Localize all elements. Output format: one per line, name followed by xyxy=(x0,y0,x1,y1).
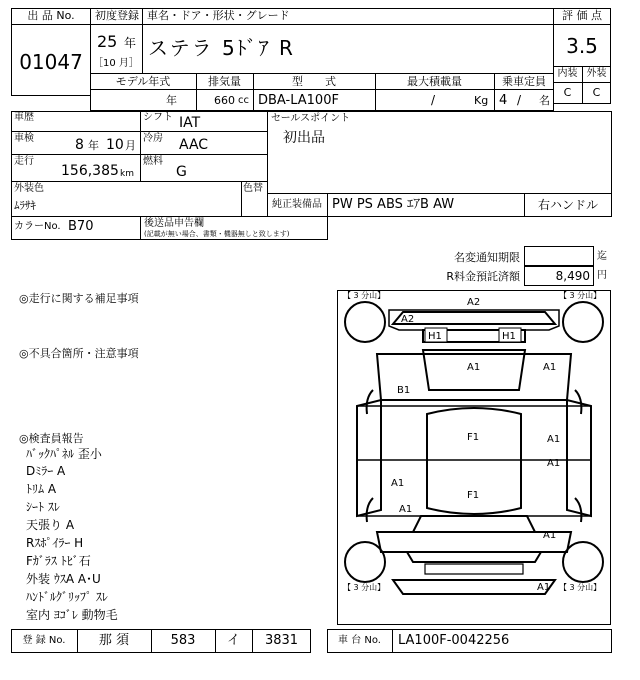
inspector-item: 天張り A xyxy=(26,518,75,532)
reg-class: 583 xyxy=(170,633,196,648)
mark-left-fender: A1 xyxy=(399,504,413,515)
tyre-front-right-text: 【 3 分山】 xyxy=(559,583,602,592)
load-slash: / xyxy=(431,93,436,107)
inspector-item: Fｶﾞﾗｽ ﾄﾋﾞ石 xyxy=(26,554,91,568)
sales-point-label: セールスポイント xyxy=(271,113,351,124)
inspector-label: ◎検査員報告 xyxy=(19,432,84,445)
defects-label: ◎不具合箇所・注意事項 xyxy=(19,347,139,360)
reg-month: ［10 月］ xyxy=(93,58,139,69)
color-no: B70 xyxy=(68,219,94,234)
inspector-item: 室内 ﾖｺﾞﾚ 動物毛 xyxy=(26,608,118,622)
chassis-label: 車 台 No. xyxy=(338,635,381,646)
sales-point: 初出品 xyxy=(283,130,325,146)
post-declaration-note: (記載が無い場合、書類・機器無しと致します) xyxy=(144,230,290,238)
interior-grade: C xyxy=(563,86,572,99)
cc-unit: cc xyxy=(238,95,249,106)
inspector-item: Dﾐﾗｰ A xyxy=(26,464,66,478)
mark-left-front: A1 xyxy=(391,478,405,489)
history-label: 車歴 xyxy=(14,112,34,123)
mileage-value: 156,385 xyxy=(61,163,119,179)
score-label: 評 価 点 xyxy=(562,9,602,22)
reg-kana: イ xyxy=(226,633,240,648)
tyre-rear-right xyxy=(563,302,603,342)
capacity-label: 乗車定員 xyxy=(502,75,546,88)
inspector-item: ﾄﾘﾑ A xyxy=(26,482,57,496)
tyre-front-left-text: 【 3 分山】 xyxy=(343,583,386,592)
max-load-label: 最大積載量 xyxy=(407,75,462,88)
right-side-outline xyxy=(567,400,591,516)
mileage-label: 走行 xyxy=(14,156,34,167)
tyre-front-left xyxy=(345,542,385,582)
kg-unit: Kg xyxy=(474,94,489,107)
car-diagram xyxy=(337,290,611,625)
mark-rear-right: A1 xyxy=(543,362,557,373)
exterior-color: ﾑﾗｻｷ xyxy=(14,199,36,212)
mark-rear-left-door: B1 xyxy=(397,385,411,396)
name-change-label: 名変通知期限 xyxy=(454,251,520,264)
mark-hood-f1: F1 xyxy=(467,432,480,443)
reg-no-label: 登 録 No. xyxy=(22,635,66,646)
reg-number: 3831 xyxy=(264,633,299,648)
shift-value: IAT xyxy=(179,115,201,131)
ac-label: 冷房 xyxy=(143,133,163,144)
capacity-unit: 名 xyxy=(539,94,550,107)
genuine-equipment-label: 純正装備品 xyxy=(272,199,322,210)
reg-year: 25 xyxy=(97,32,118,51)
shift-label: シフト xyxy=(143,112,173,123)
post-declaration-label: 後送品申告欄 xyxy=(144,218,204,229)
mark-h-right: H1 xyxy=(502,331,516,342)
model-year-unit: 年 xyxy=(166,94,177,107)
color-no-label: カラーNo. xyxy=(14,221,61,232)
tyre-rear-left xyxy=(345,302,385,342)
mark-windshield-f1: F1 xyxy=(467,490,480,501)
capacity-value: 4 xyxy=(499,93,508,108)
first-reg-label: 初度登録 xyxy=(95,9,139,22)
recycle-value: 8,490 xyxy=(555,269,590,283)
inspection-label: 車検 xyxy=(14,133,34,144)
inspector-item: Rｽﾎﾟｲﾗｰ H xyxy=(26,536,84,550)
exterior-color-label: 外装色 xyxy=(14,183,44,194)
lot-number: 01047 xyxy=(19,50,83,74)
color-change-label: 色替 xyxy=(243,183,263,194)
model-code: DBA-LA100F xyxy=(258,93,339,108)
recycle-label: R料金預託済額 xyxy=(446,270,520,283)
ac-value: AAC xyxy=(179,137,209,153)
car-name: ステラ 5ﾄﾞｱ R xyxy=(148,36,295,60)
displacement-label: 排気量 xyxy=(208,75,241,88)
model-year-label: モデル年式 xyxy=(115,75,171,88)
reg-region: 那 須 xyxy=(98,633,130,648)
fuel-label: 燃料 xyxy=(143,156,163,167)
model-label: 型 式 xyxy=(292,75,336,88)
mark-right-rear-door: A1 xyxy=(547,434,561,445)
exterior-grade: C xyxy=(592,86,601,99)
inspector-item: ｼｰﾄ ｽﾚ xyxy=(26,500,60,514)
inspection-month: 10 xyxy=(106,137,124,153)
fuel-value: G xyxy=(176,164,187,180)
genuine-equipment: PW PS ABS ｴｱB AW xyxy=(332,197,455,212)
inspection-month-unit: 月 xyxy=(125,139,136,152)
inspector-item: ﾊﾞｯｸﾊﾟﾈﾙ 歪小 xyxy=(26,447,102,461)
name-change-unit: 迄 xyxy=(597,251,607,262)
front-body-outline xyxy=(377,532,571,552)
capacity-slash: / xyxy=(517,93,522,107)
tyre-front-right xyxy=(563,542,603,582)
chassis-no: LA100F-0042256 xyxy=(398,633,510,648)
front-bumper-outline xyxy=(393,580,555,594)
steering: 右ハンドル xyxy=(537,198,598,212)
name-change-value-box xyxy=(524,246,594,266)
inspection-year: 8 xyxy=(75,137,84,153)
displacement: 660 xyxy=(214,94,235,107)
inspection-year-unit: 年 xyxy=(88,139,99,152)
hood-outline xyxy=(413,516,535,532)
mark-roof-rear: A1 xyxy=(467,362,481,373)
left-side-outline xyxy=(357,400,381,516)
lot-label: 出 品 No. xyxy=(27,9,75,22)
recycle-unit: 円 xyxy=(597,270,607,281)
inspector-item: ﾊﾝﾄﾞﾙｸﾞﾘｯﾌﾟ ｽﾚ xyxy=(26,590,108,604)
exterior-label: 外装 xyxy=(586,68,607,79)
score-value: 3.5 xyxy=(566,34,598,58)
mark-right-fender: A1 xyxy=(543,530,557,541)
tyre-rear-left-text: 【 3 分山】 xyxy=(343,291,386,300)
reg-year-unit: 年 xyxy=(124,36,137,50)
mark-h-left: H1 xyxy=(428,331,442,342)
km-unit: km xyxy=(120,169,134,179)
car-name-label: 車名・ドア・形状・グレード xyxy=(147,9,290,22)
inspector-item: 外装 ｳｽA A･U xyxy=(26,572,101,586)
interior-label: 内装 xyxy=(557,68,578,79)
mark-rear-panel: A2 xyxy=(401,314,415,325)
mark-right-front-door: A1 xyxy=(547,458,561,469)
tyre-rear-right-text: 【 3 分山】 xyxy=(559,291,602,300)
mark-front-bumper: A1 xyxy=(537,582,551,593)
mark-rear-bumper: A2 xyxy=(467,297,481,308)
rear-bumper-outline xyxy=(393,312,555,324)
driving-notes-label: ◎走行に関する補足事項 xyxy=(19,292,139,305)
